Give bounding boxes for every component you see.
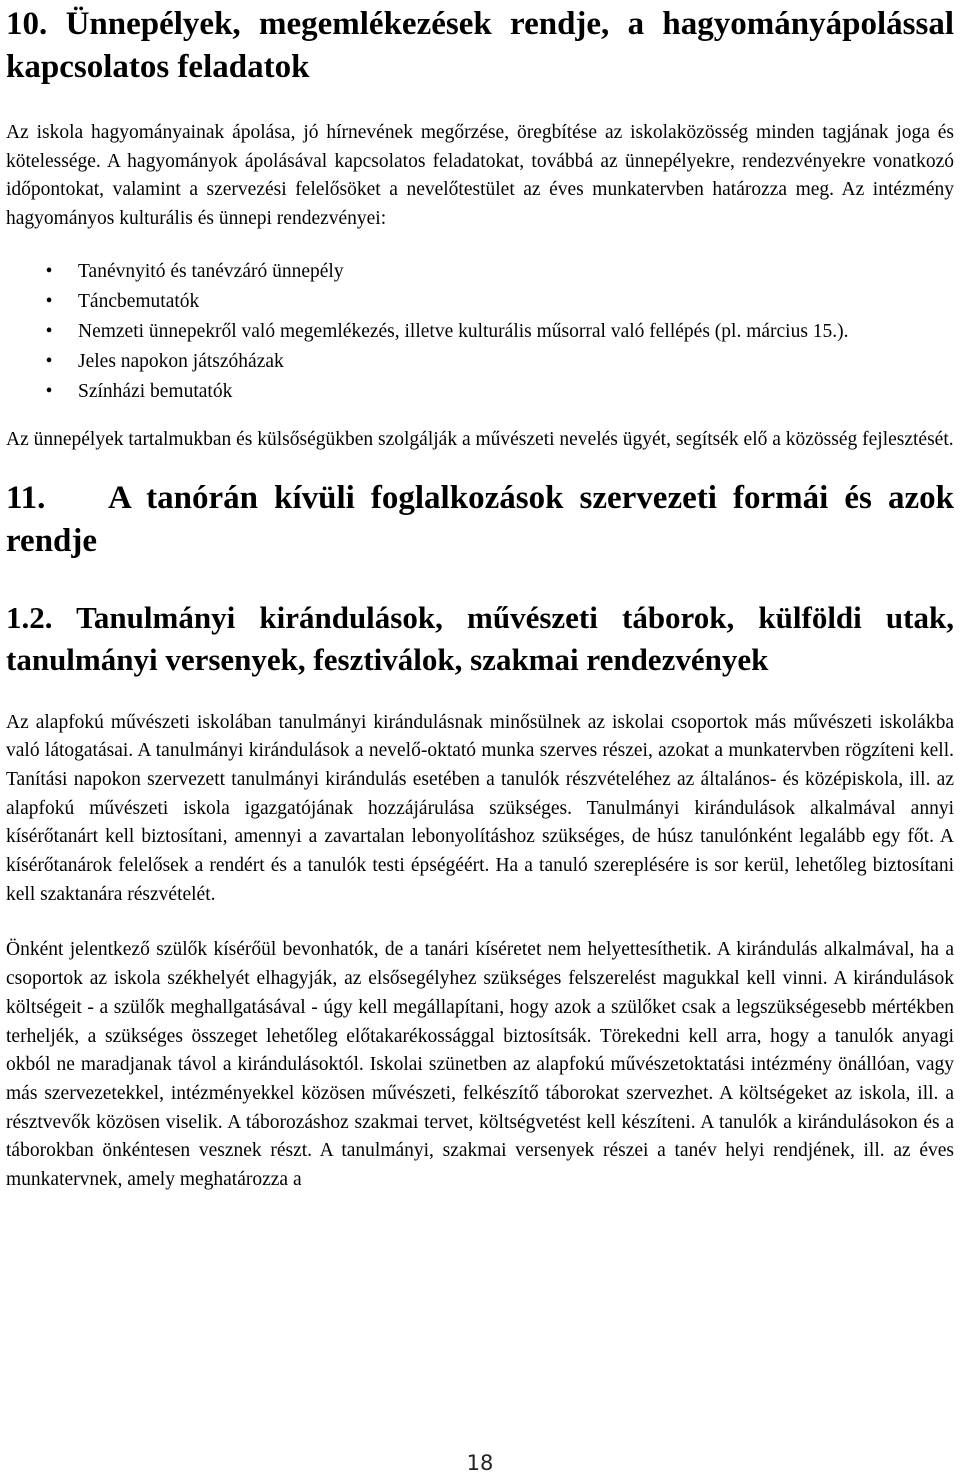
section-1-2-number: 1.2. — [6, 599, 53, 635]
section-10-closing-paragraph: Az ünnepélyek tartalmukban és külsőségükben szolgálják a művészeti nevelés ügyét, segítsék elő a közösség fejlesztését. — [6, 428, 954, 450]
page-number: 18 — [466, 1451, 494, 1475]
list-item-text: Színházi bemutatók — [78, 380, 233, 402]
section-11-number: 11. — [6, 479, 46, 516]
section-10-intro-paragraph: Az iskola hagyományainak ápolása, jó hírnevének megőrzése, öregbítése az iskolaközösség minden tagjának joga és kötelessége. A hagyományok ápolásával kapcsolatos feladatokat, továbbá az ünnepélyekre, rendezvényekre vonatkozó időpontokat, valamint a szervezési felelősöket a nevelőtestület az éves munkatervben határozza meg. Az intézmény hagyományos kulturális és ünnepi rendezvényei: — [6, 122, 954, 230]
list-item — [6, 287, 954, 317]
list-item-text: Tanévnyitó és tanévzáró ünnepély — [78, 260, 344, 282]
list-item-text: Jeles napokon játszóházak — [78, 350, 284, 372]
section-10-title: Ünnepélyek, megemlékezések rendje, a hagyományápolással kapcsolatos feladatok — [6, 6, 954, 85]
section-10-number: 10. — [6, 6, 48, 42]
parents-camps-paragraph: Önként jelentkező szülők kísérőül bevonhatók, de a tanári kíséretet nem helyettesíthetik. A kirándulás alkalmával, ha a csoportok az iskola székhelyét elhagyják, az elsősegélyhez szükséges felszerelést magukkal kell vinni. A kirándulások költségeit - a szülők meghallgatásával - úgy kell megállapítani, hogy azok a szülőket csak a legszükségesebb mértékben terheljék, a szükséges összeget lehetőleg előtakarékossággal biztosítsák. Törekedni kell arra, hogy a tanulók anyagi okból ne maradjanak távol a kirándulásoktól. Iskolai szünetben az alapfokú művészetoktatási intézmény önállóan, vagy más szervezetekkel, intézményekkel közösen művészeti, felkészítő táborokat szervezhet. A költségeket az iskola, ill. a résztvevők közösen viselik. A táborozáshoz szakmai tervet, költségvetést kell készíteni. A tanulók a kirándulásokon és a táborokban önkéntesen vesznek részt. A tanulmányi, szakmai versenyek részei a tanév helyi rendjének, ill. az éves munkatervnek, amely meghatározza a — [6, 939, 954, 1191]
bullet-icon: • — [45, 320, 53, 342]
section-11-heading — [6, 477, 954, 563]
bullet-icon: • — [45, 380, 53, 402]
list-item — [6, 347, 954, 377]
list-item — [6, 257, 954, 287]
section-11-title: A tanórán kívüli foglalkozások szervezeti formái és azok rendje — [6, 479, 954, 559]
section-1-2-title: Tanulmányi kirándulások, művészeti táborok, külföldi utak, tanulmányi versenyek, fesztiválok, szakmai rendezvények — [6, 599, 954, 677]
list-item-text: Táncbemutatók — [78, 290, 200, 312]
document-page — [6, 0, 954, 1195]
list-item — [6, 377, 954, 407]
bullet-icon: • — [45, 290, 53, 312]
study-trips-paragraph: Az alapfokú művészeti iskolában tanulmányi kirándulásnak minősülnek az iskolai csoportok más művészeti iskolákba való látogatásai. A tanulmányi kirándulások a nevelő-oktató munka szerves részei, azokat a munkatervben rögzíteni kell. Tanítási napokon szervezett tanulmányi kirándulás esetében a tanulók részvételéhez az általános- és középiskola, ill. az alapfokú művészeti iskola igazgatójának hozzájárulása szükséges. Tanulmányi kirándulások alkalmával annyi kísérőtanárt kell biztosítani, amennyi a zavartalan lebonyolításhoz szükséges, de húsz tanulónként legalább egy főt. A kísérőtanárok felelősek a rendért és a tanulók testi épségéért. Ha a tanuló szereplésére is sor kerül, lehetőleg biztosítani kell szaktanára részvételét. — [6, 711, 954, 905]
events-list — [6, 257, 954, 407]
list-item — [6, 317, 954, 347]
list-item-text: Nemzeti ünnepekről való megemlékezés, illetve kulturális műsorral való fellépés (pl. március 15.). — [78, 320, 849, 342]
bullet-icon: • — [45, 260, 53, 282]
section-1-2-heading — [6, 597, 954, 681]
bullet-icon: • — [45, 350, 53, 372]
section-10-heading — [6, 0, 954, 89]
